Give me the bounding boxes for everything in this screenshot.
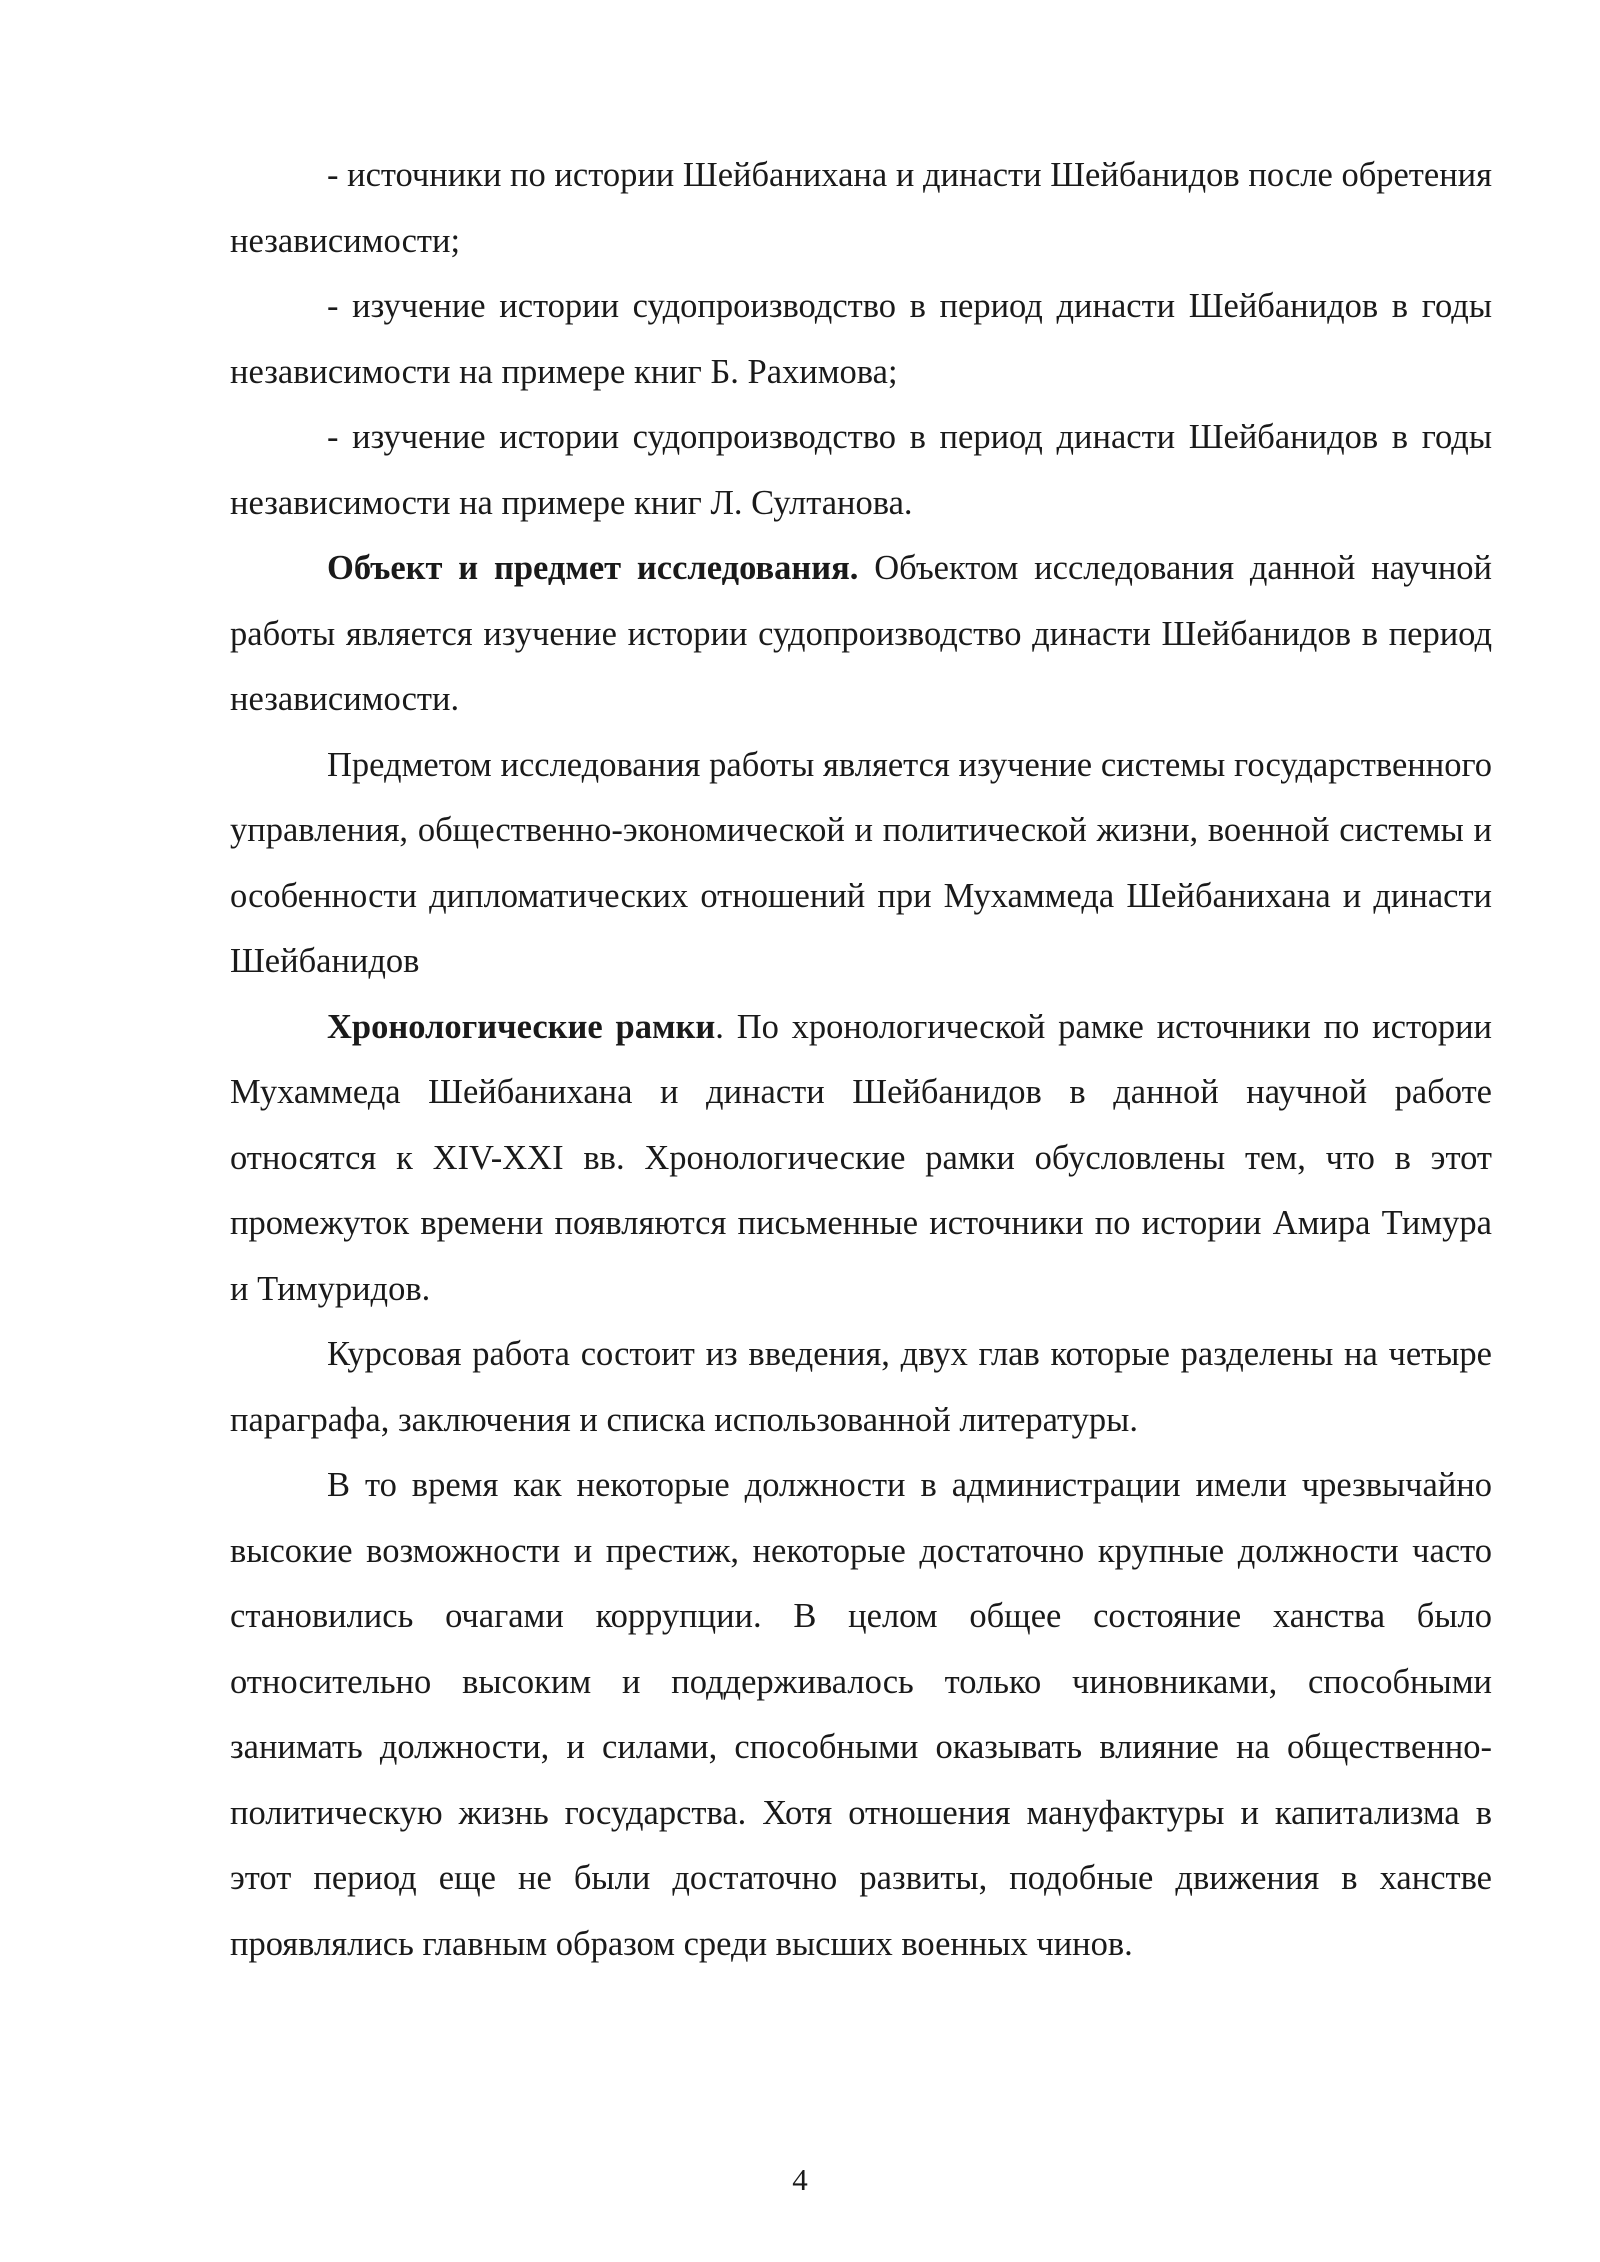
paragraph-rakhimov-books — [230, 274, 1492, 405]
paragraph-text: - изучение истории судопроизводство в период династи Шейбанидов в годы независимости на примере книг Л. Султанова. — [230, 418, 1492, 522]
paragraph-heading-object: Объект и предмет исследования. — [327, 549, 859, 587]
paragraph-object-subject — [230, 536, 1492, 733]
paragraph-text: - изучение истории судопроизводство в период династи Шейбанидов в годы независимости на примере книг Б. Рахимова; — [230, 287, 1492, 391]
paragraph-sources-independence — [230, 143, 1492, 274]
paragraph-text: . По хронологической рамке источники по истории Мухаммеда Шейбанихана и династи Шейбанидов в данной научной работе относятся к XIV-XXI вв. Хронологические рамки обусловлены тем, что в этот промежуток времени появляются письменные источники по истории Амира Тимура и Тимуридов. — [230, 1007, 1492, 1308]
paragraph-text: Предметом исследования работы является изучение системы государственного управления, общественно-экономической и политической жизни, военной системы и особенности дипломатических отношений при Мухаммеда Шейбанихана и династи Шейбанидов — [230, 745, 1492, 980]
page-number: 4 — [792, 2162, 808, 2197]
paragraph-text: Курсовая работа состоит из введения, двух глав которые разделены на четыре параграфа, заключения и списка использованной литературы. — [230, 1335, 1492, 1439]
paragraph-heading-chronology: Хронологические рамки — [327, 1007, 716, 1046]
paragraph-chronological-frame — [230, 995, 1492, 1323]
paragraph-text: - источники по истории Шейбанихана и династи Шейбанидов после обретения независимости; — [230, 156, 1492, 260]
document-body — [230, 143, 1492, 1977]
paragraph-structure — [230, 1322, 1492, 1453]
paragraph-subject-of-research — [230, 733, 1492, 995]
paragraph-text: Объектом исследования данной научной работы является изучение истории судопроизводство династи Шейбанидов в период независимости. — [230, 549, 1492, 718]
paragraph-administration — [230, 1453, 1492, 1977]
paragraph-sultanov-books — [230, 405, 1492, 536]
paragraph-text: В то время как некоторые должности в администрации имели чрезвычайно высокие возможности и престиж, некоторые достаточно крупные должности часто становились очагами коррупции. В целом общее состояние ханства было относительно высоким и поддерживалось только чиновниками, способными занимать должности, и силами, способными оказывать влияние на общественно-политическую жизнь государства. Хотя отношения мануфактуры и капитализма в этот период еще не были достаточно развиты, подобные движения в ханстве проявлялись главным образом среди высших военных чинов. — [230, 1466, 1492, 1963]
